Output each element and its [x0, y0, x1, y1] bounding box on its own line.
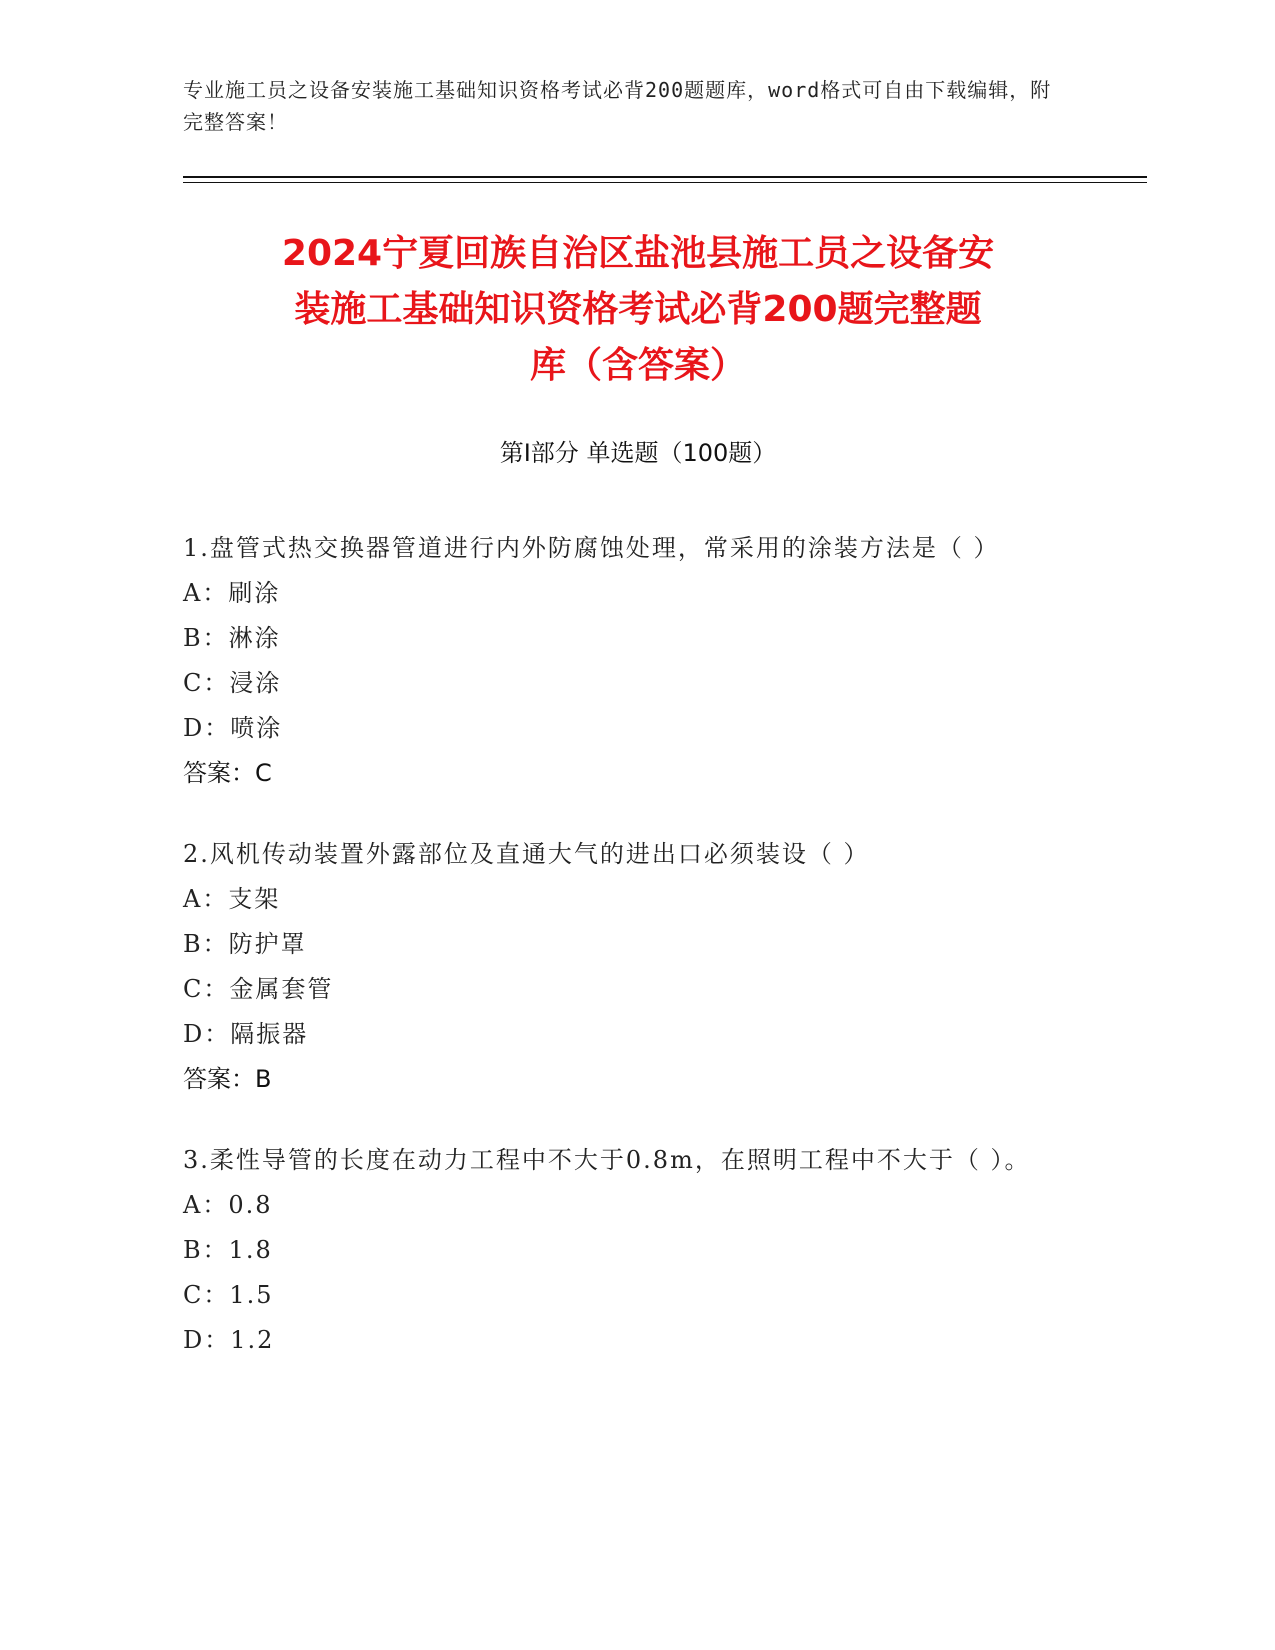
document-title-line-2: 装施工基础知识资格考试必背200题完整题 [294, 289, 982, 330]
section-title: 第Ⅰ部分 单选题（100题） [499, 439, 777, 467]
question-1 [183, 526, 1083, 796]
option-b: B：1.8 [183, 1236, 273, 1264]
header-note: 专业施工员之设备安装施工基础知识资格考试必背200题题库，word格式可自由下载编辑，附完整答案！ [183, 78, 1052, 134]
document-title [183, 226, 1093, 394]
option-c: C：1.5 [183, 1281, 274, 1309]
option-a: A：0.8 [183, 1191, 273, 1219]
option-c: C：浸涂 [183, 669, 282, 697]
header-divider-thin [183, 182, 1147, 183]
header-divider-thick [183, 176, 1147, 178]
option-d: D：隔振器 [183, 1020, 309, 1048]
document-title-line-3: 库（含答案） [529, 345, 746, 386]
question-list [183, 526, 1083, 1399]
option-b: B：淋涂 [183, 624, 281, 652]
option-c: C：金属套管 [183, 975, 334, 1003]
option-b: B：防护罩 [183, 930, 307, 958]
option-a: A：刷涂 [183, 579, 281, 607]
question-stem: 2.风机传动装置外露部位及直通大气的进出口必须装设（ ） [183, 840, 870, 868]
answer: 答案：B [183, 1065, 272, 1093]
option-a: A：支架 [183, 885, 281, 913]
question-stem: 1.盘管式热交换器管道进行内外防腐蚀处理，常采用的涂装方法是（ ） [183, 534, 1000, 562]
answer: 答案：C [183, 759, 272, 787]
document-title-line-1: 2024宁夏回族自治区盐池县施工员之设备安 [281, 233, 995, 274]
option-d: D：喷涂 [183, 714, 283, 742]
question-stem: 3.柔性导管的长度在动力工程中不大于0.8m，在照明工程中不大于（ ）。 [183, 1146, 1031, 1174]
question-2 [183, 832, 1083, 1102]
option-d: D：1.2 [183, 1326, 275, 1354]
question-3 [183, 1138, 1083, 1363]
